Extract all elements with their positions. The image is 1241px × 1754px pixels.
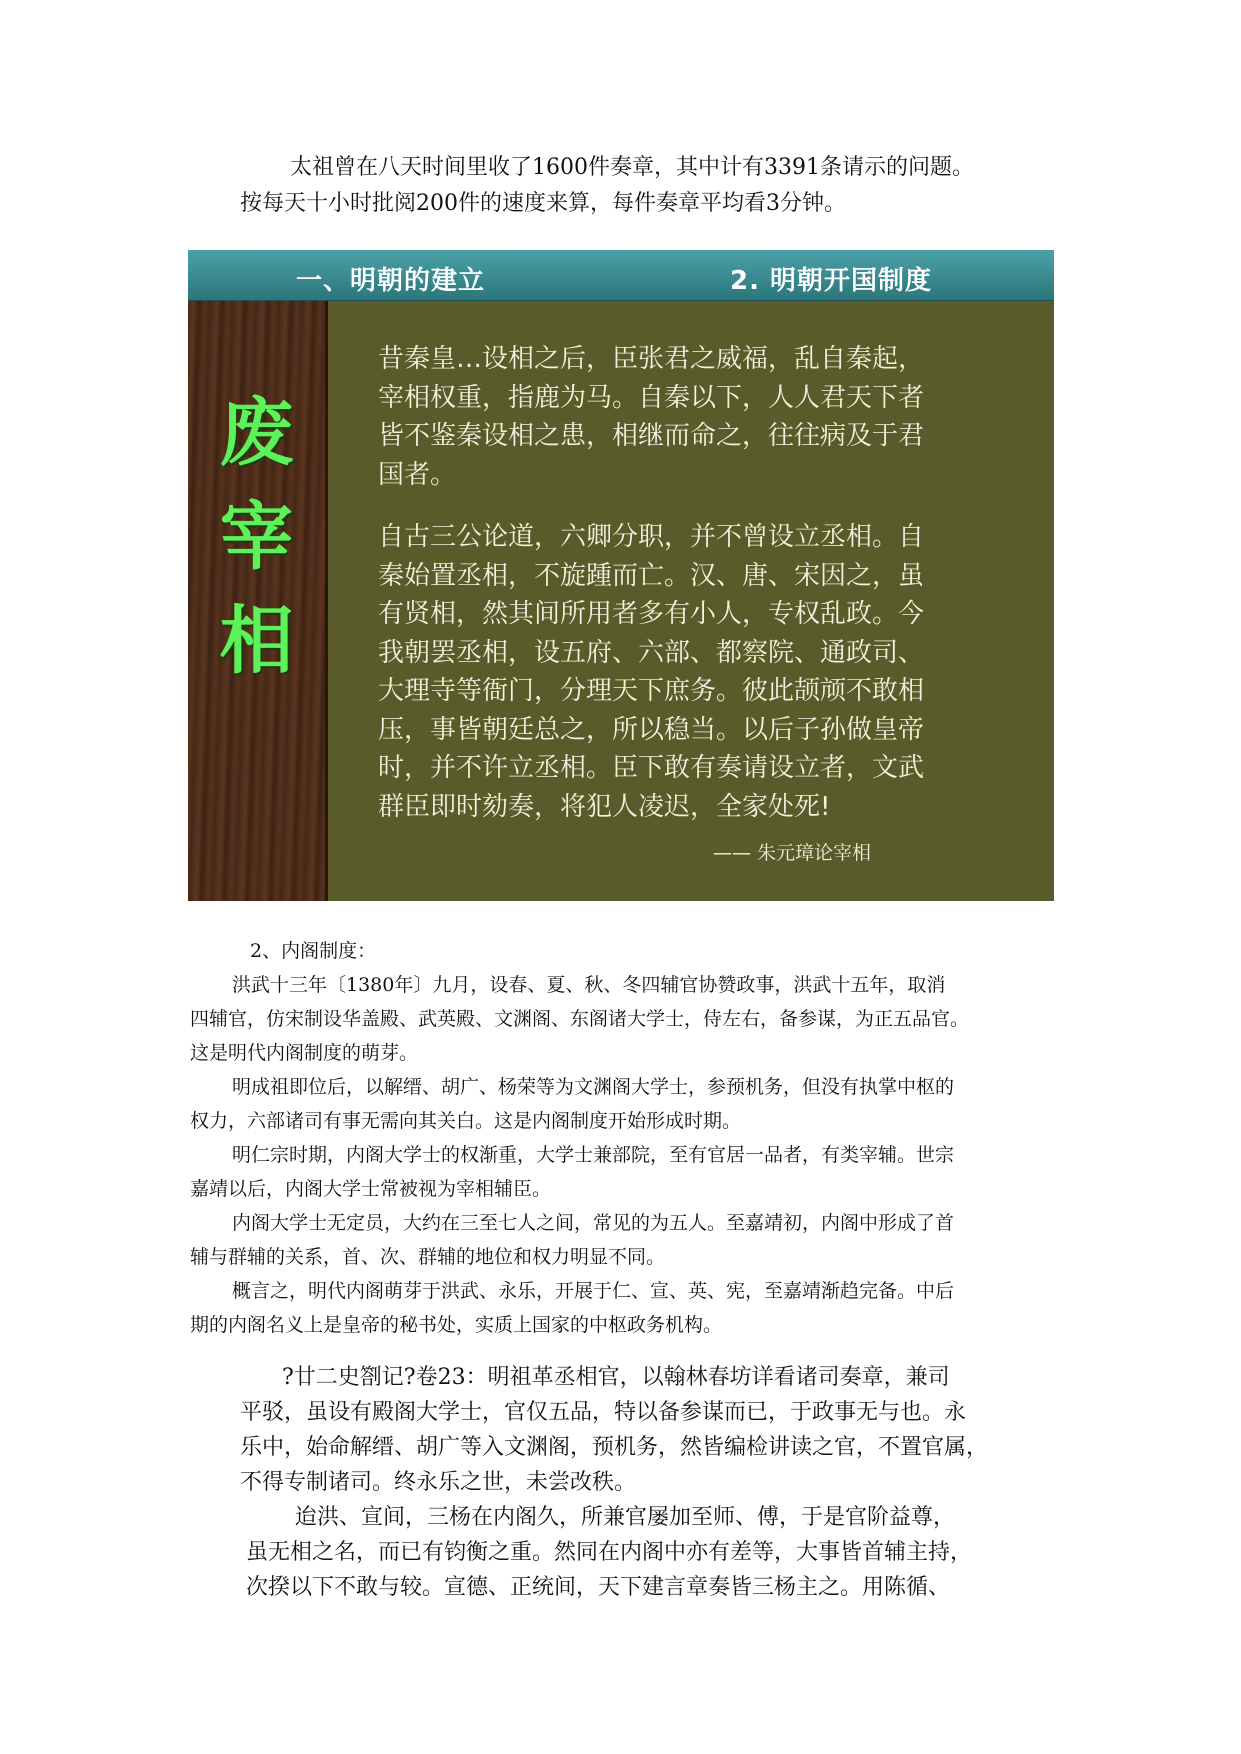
intro-line: 太祖曾在八天时间里收了1600件奏章，其中计有3391条请示的问题。 — [290, 155, 974, 180]
section-line: 概言之，明代内阁萌芽于洪武、永乐，开展于仁、宣、英、宪，至嘉靖渐趋完备。中后 — [232, 1280, 955, 1302]
slide-line: 国者。 — [378, 459, 457, 490]
section-line: 权力，六部诸司有事无需向其关白。这是内阁制度开始形成时期。 — [190, 1110, 742, 1132]
quote-line: 虽无相之名，而已有钧衡之重。然同在内阁中亦有差等，大事皆首辅主持， — [246, 1540, 973, 1565]
quote-line: 次揆以下不敢与较。宣德、正统间，天下建言章奏皆三杨主之。用陈循、 — [246, 1575, 951, 1600]
section-line: 明成祖即位后，以解缙、胡广、杨荣等为文渊阁大学士，参预机务，但没有执掌中枢的 — [232, 1076, 955, 1098]
slide-line: 秦始置丞相，不旋踵而亡。汉、唐、宋因之，虽 — [378, 560, 925, 591]
neige-section — [0, 934, 1241, 1342]
section-line: 内阁大学士无定员，大约在三至七人之间，常见的为五人。至嘉靖初，内阁中形成了首 — [232, 1212, 955, 1234]
slide-image — [188, 250, 1054, 901]
slide-quote-text — [378, 340, 924, 826]
slide-line: 皆不鉴秦设相之患，相继而命之，往往病及于君 — [378, 421, 925, 451]
slide-attribution: —— 朱元璋论宰相 — [713, 842, 872, 864]
quote-line: 迨洪、宣间，三杨在内阁久，所兼官屡加至师、傅，于是官阶益尊， — [295, 1505, 956, 1530]
slide-header-left: 一、明朝的建立 — [296, 266, 486, 296]
section-heading: 2、内阁制度： — [250, 940, 377, 962]
slide-line: 压，事皆朝廷总之，所以稳当。以后子孙做皇帝 — [378, 714, 925, 745]
vertical-title — [188, 381, 325, 693]
quote-line: 不得专制诸司。终永乐之世，未尝改秩。 — [240, 1470, 637, 1495]
slide-header — [188, 250, 1054, 301]
section-line: 明仁宗时期，内阁大学士的权渐重，大学士兼部院，至有官居一品者，有类宰辅。世宗 — [232, 1144, 955, 1166]
wood-side-panel — [188, 301, 328, 901]
section-line: 嘉靖以后，内阁大学士常被视为宰相辅臣。 — [190, 1178, 552, 1200]
section-line: 辅与群辅的关系，首、次、群辅的地位和权力明显不同。 — [190, 1246, 666, 1268]
quote-line: 乐中，始命解缙、胡广等入文渊阁，预机务，然皆编检讲读之官，不置官属， — [240, 1435, 989, 1460]
slide-line: 我朝罢丞相，设五府、六部、都察院、通政司、 — [378, 637, 925, 668]
slide-line: 昔秦皇…设相之后，臣张君之威福，乱自秦起， — [378, 344, 925, 374]
slide-line: 有贤相，然其间所用者多有小人，专权乱政。今 — [378, 599, 925, 629]
slide-header-right: 2. 明朝开国制度 — [730, 266, 933, 296]
quote-line: 平驳，虽设有殿阁大学士，官仅五品，特以备参谋而已，于政事无与也。永 — [240, 1400, 967, 1425]
vertical-title-char: 废 — [219, 390, 294, 476]
slide-line: 时，并不许立丞相。臣下敢有奏请设立者，文武 — [378, 753, 925, 783]
slide-line: 群臣即时劾奏，将犯人凌迟，全家处死! — [378, 791, 831, 822]
section-line: 洪武十三年〔1380年〕九月，设春、夏、秋、冬四辅官协赞政事，洪武十五年，取消 — [232, 974, 946, 996]
slide-line: 自古三公论道，六卿分职，并不曾设立丞相。自 — [378, 522, 925, 552]
paragraph-gap — [378, 494, 924, 518]
intro-paragraph — [0, 150, 1241, 222]
slide-line: 大理寺等衙门，分理天下庶务。彼此颉颃不敢相 — [378, 676, 925, 706]
section-line: 期的内阁名义上是皇帝的秘书处，实质上国家的中枢政务机构。 — [190, 1314, 723, 1336]
quote-line: ?廿二史劄记?卷23：明祖革丞相官，以翰林春坊详看诸司奏章，兼司 — [282, 1365, 950, 1390]
vertical-title-char: 宰 — [219, 494, 294, 580]
slide-line: 宰相权重，指鹿为马。自秦以下，人人君天下者 — [378, 382, 925, 413]
vertical-title-char: 相 — [219, 598, 294, 684]
section-line: 四辅官，仿宋制设华盖殿、武英殿、文渊阁、东阁诸大学士，侍左右，备参谋，为正五品官。 — [190, 1008, 970, 1030]
quote-section — [0, 1360, 1241, 1605]
intro-line: 按每天十小时批阅200件的速度来算，每件奏章平均看3分钟。 — [240, 191, 846, 216]
section-line: 这是明代内阁制度的萌芽。 — [190, 1042, 419, 1064]
